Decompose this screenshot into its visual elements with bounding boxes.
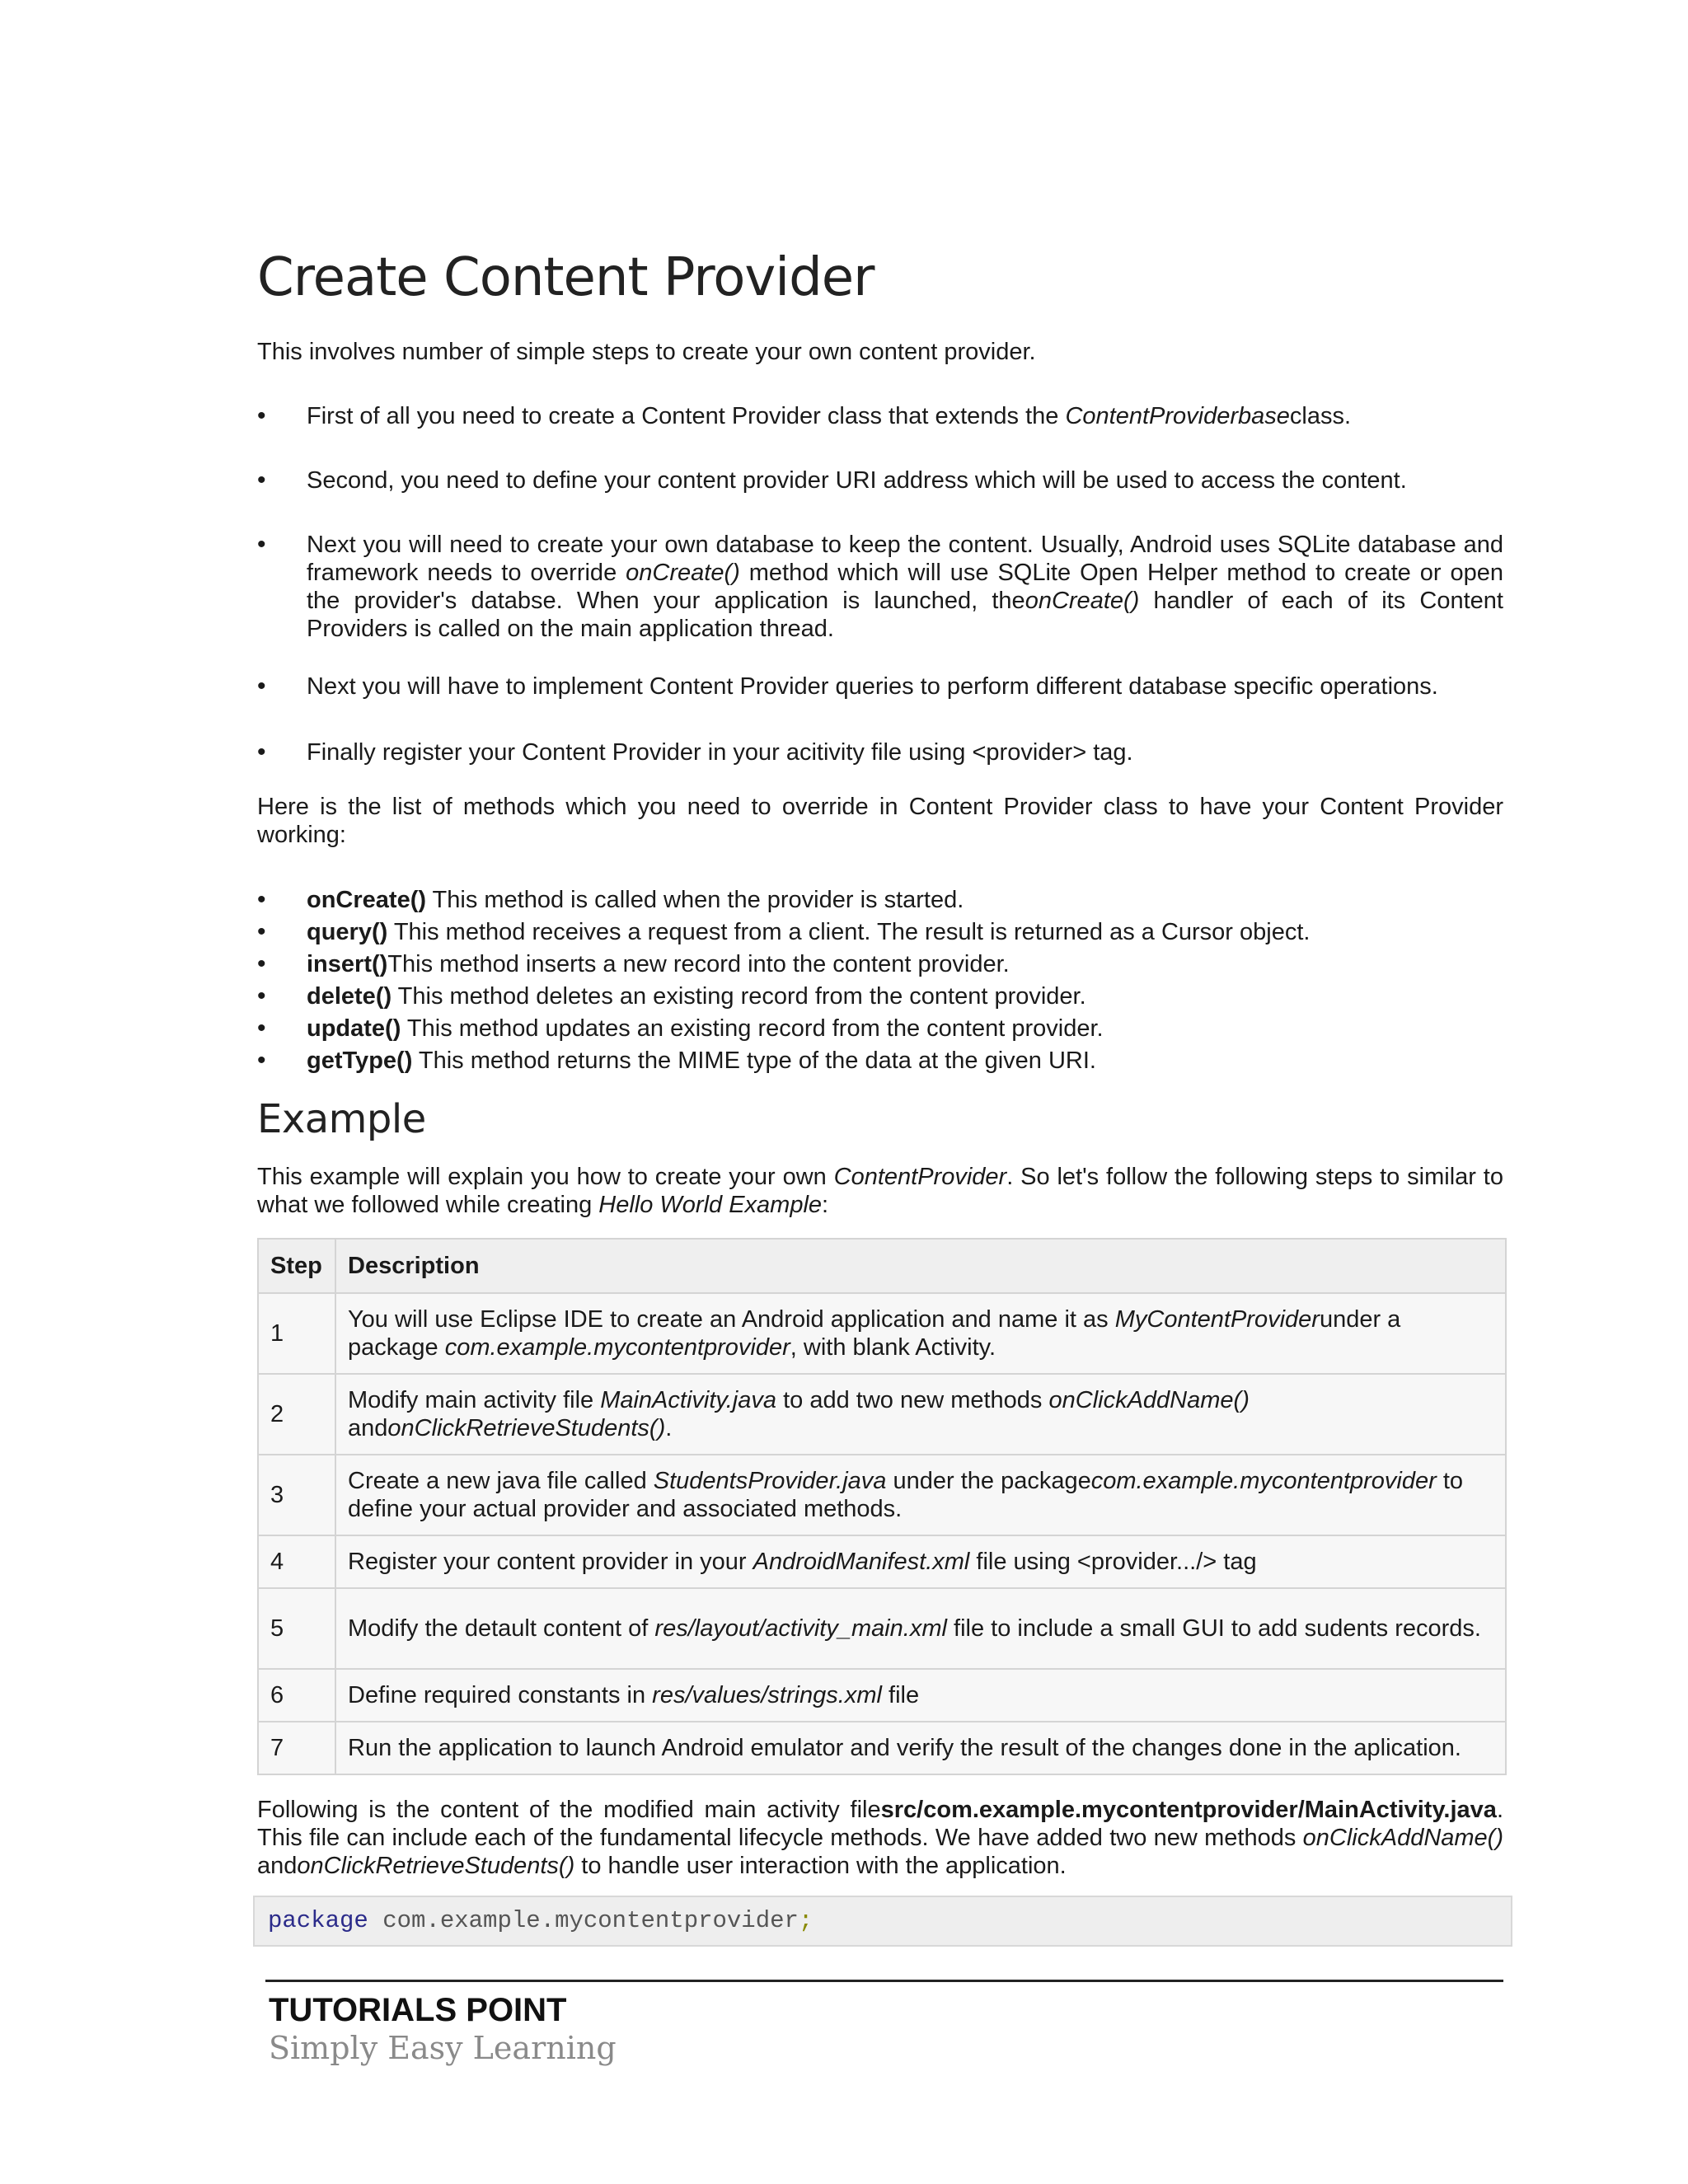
step-item: • Next you will have to implement Content Provider queries to perform different database specific operations. xyxy=(257,673,1503,701)
step-item: • Second, you need to define your content provider URI address which will be used to access the content. xyxy=(257,466,1503,494)
page-title: Create Content Provider xyxy=(257,247,874,308)
intro-paragraph: This involves number of simple steps to create your own content provider. xyxy=(257,339,1036,365)
following-paragraph: Following is the content of the modified main activity filesrc/com.example.mycontentprovider/MainActivity.java. This file can include each of the fundamental lifecycle methods. We have added two new methods onClickAddName() andonClickRetrieveStudents() to handle user interaction with the application. xyxy=(257,1797,1503,1879)
method-item: • update() This method updates an existing record from the content provider. xyxy=(257,1015,1503,1043)
step-item: • First of all you need to create a Content Provider class that extends the ContentProviderbaseclass. xyxy=(257,402,1503,430)
table-row xyxy=(258,1669,1506,1722)
code-punctuation: ; xyxy=(798,1907,814,1934)
step-item: • Finally register your Content Provider in your acitivity file using <provider> tag. xyxy=(257,738,1503,766)
table-cell-step: 7 xyxy=(258,1722,335,1774)
table-cell-step: 5 xyxy=(258,1588,335,1669)
table-row xyxy=(258,1722,1506,1774)
code-block xyxy=(253,1896,1512,1947)
table-cell-step: 3 xyxy=(258,1455,335,1535)
table-row xyxy=(258,1588,1506,1669)
methods-list xyxy=(257,886,1503,1079)
table-row xyxy=(258,1455,1506,1535)
table-row xyxy=(258,1535,1506,1588)
table-cell-description: Create a new java file called StudentsProvider.java under the packagecom.example.mycontentprovider to define your actual provider and associated methods. xyxy=(335,1455,1506,1535)
table-row xyxy=(258,1374,1506,1455)
footer-divider xyxy=(265,1980,1503,1982)
method-item: • onCreate() This method is called when the provider is started. xyxy=(257,886,1503,914)
table-cell-step: 2 xyxy=(258,1374,335,1455)
footer-brand: TUTORIALS POINT xyxy=(269,1992,567,2028)
table-cell-description: Run the application to launch Android emulator and verify the result of the changes done in the aplication. xyxy=(335,1722,1506,1774)
table-cell-step: 6 xyxy=(258,1669,335,1722)
table-cell-step: 1 xyxy=(258,1293,335,1374)
table-header-row xyxy=(258,1239,1506,1293)
table-cell-description: Define required constants in res/values/strings.xml file xyxy=(335,1669,1506,1722)
example-intro: This example will explain you how to create your own ContentProvider. So let's follow the following steps to similar to what we followed while creating Hello World Example: xyxy=(257,1164,1503,1218)
steps-list xyxy=(257,402,1503,803)
table-cell-description: You will use Eclipse IDE to create an Android application and name it as MyContentProviderunder a package com.example.mycontentprovider, with blank Activity. xyxy=(335,1293,1506,1374)
steps-table xyxy=(257,1238,1507,1775)
example-heading: Example xyxy=(257,1096,426,1142)
footer-tagline: Simply Easy Learning xyxy=(269,2030,617,2066)
table-header-description: Description xyxy=(335,1239,1506,1293)
table-header-step: Step xyxy=(258,1239,335,1293)
step-item: • Next you will need to create your own database to keep the content. Usually, Android uses SQLite database and framework needs to override onCreate() method which will use SQLite Open Helper method to create or open the provider's databse. When your application is launched, theonCreate() handler of each of its Content Providers is called on the main application thread. xyxy=(257,531,1503,643)
table-row xyxy=(258,1293,1506,1374)
method-item: • getType() This method returns the MIME type of the data at the given URI. xyxy=(257,1047,1503,1075)
table-cell-step: 4 xyxy=(258,1535,335,1588)
table-cell-description: Modify main activity file MainActivity.java to add two new methods onClickAddName() andonClickRetrieveStudents(). xyxy=(335,1374,1506,1455)
table-cell-description: Register your content provider in your AndroidManifest.xml file using <provider.../> tag xyxy=(335,1535,1506,1588)
code-package-name: com.example.mycontentprovider xyxy=(368,1907,799,1934)
methods-intro: Here is the list of methods which you need to override in Content Provider class to have your Content Provider working: xyxy=(257,794,1503,848)
method-item: • delete() This method deletes an existing record from the content provider. xyxy=(257,982,1503,1010)
method-item: • insert()This method inserts a new record into the content provider. xyxy=(257,950,1503,978)
method-item: • query() This method receives a request from a client. The result is returned as a Cursor object. xyxy=(257,918,1503,946)
code-keyword: package xyxy=(268,1907,368,1934)
table-cell-description: Modify the detault content of res/layout/activity_main.xml file to include a small GUI to add sudents records. xyxy=(335,1588,1506,1669)
table-body xyxy=(258,1293,1506,1774)
